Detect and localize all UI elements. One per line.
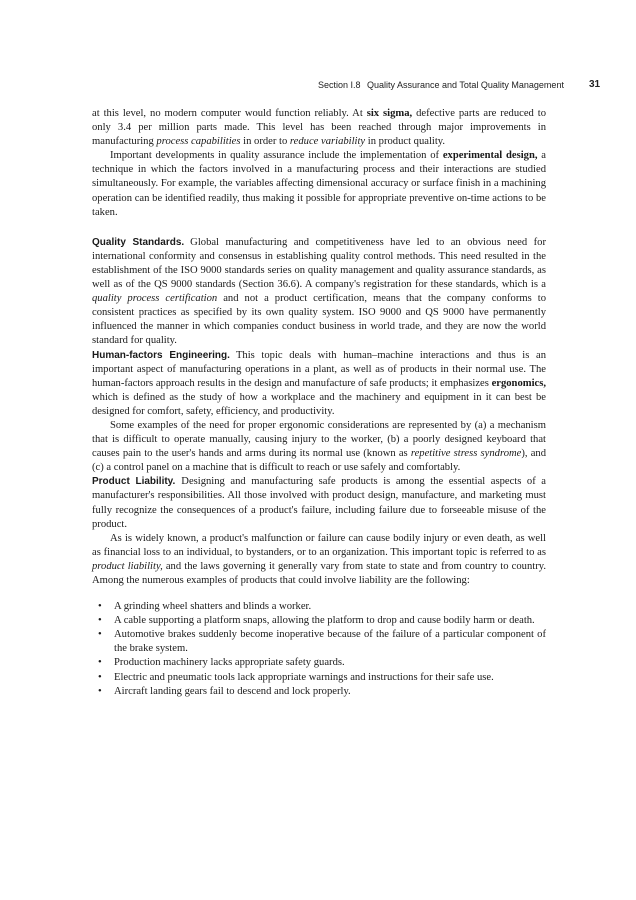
human-factors-section: Human-factors Engineering. This topic deals with human–machine interactions and thus is an important aspect of manufacturing operations in a plant, as well as of products in their normal use. The human-factors approach results in the design and manufacture of safe products; it emphasizes ergonomics, which is defined as the study of how a workplace and the machinery and equipment in it can best be designed for comfort, safety, efficiency, and productivity.: [92, 349, 546, 417]
list-item: • Automotive brakes suddenly become inoperative because of the failure of a particular component of the brake system.: [98, 629, 546, 655]
page-number: 31: [589, 79, 601, 90]
ergonomics-term: ergonomics,: [491, 377, 546, 389]
running-header: [0, 78, 636, 94]
list-item: • Electric and pneumatic tools lack appropriate warnings and instructions for their safe use.: [92, 671, 546, 685]
bullet-icon: •: [98, 657, 102, 669]
product-liability-section: Product Liability. Designing and manufacturing safe products is among the essential aspects of a manufacturer's responsibilities. All those involved with product design, manufacture, and marketing must fully recognize the consequences of a product's failure, including failure due to forseeable misuse of the product.: [92, 476, 546, 530]
bullet-icon: •: [98, 671, 102, 683]
bullet-icon: •: [98, 601, 102, 613]
list-item: • Production machinery lacks appropriate safety guards.: [92, 656, 546, 670]
human-factors-paragraph-2: Some examples of the need for proper ergonomic considerations are represented by (a) a mechanism that is difficult to operate manually, causing injury to the worker, (b) a poorly designed keyboard that causes pain to the user's hands and arms during its normal use (known as repetitive stress syndrome), and (c) a control panel on a machine that is difficult to reach or use safely and comfortably.: [92, 419, 547, 474]
product-liability-heading: Product Liability.: [92, 476, 176, 488]
intro-paragraph-2: Important developments in quality assurance include the implementation of experimental design, a technique in which the factors involved in a manufacturing process and their interactions are studied simultaneously. For example, the variables affecting dimensional accuracy or surface finish in a machining operation can be identified readily, thus making it possible for appropriate preventive on-time actions to be taken.: [92, 150, 547, 218]
bullet-icon: •: [98, 629, 102, 641]
bullet-icon: •: [98, 685, 102, 697]
product-liability-paragraph-2: As is widely known, a product's malfunction or failure can cause bodily injury or even death, as well as financial loss to an individual, to bystanders, or to an organization. This important topic is referred to as product liability, and the laws governing it generally vary from state to state and from country to country. Among the numerous examples of products that could involve liability are the following:: [92, 532, 547, 586]
list-item: • Aircraft landing gears fail to descend and lock properly.: [92, 685, 546, 699]
section-title: Quality Assurance and Total Quality Management: [367, 80, 564, 90]
list-item: • A cable supporting a platform snaps, allowing the platform to drop and cause bodily harm or death.: [92, 614, 546, 628]
bullet-icon: •: [98, 615, 102, 627]
section-number: Section I.8: [318, 80, 361, 90]
experimental-design-term: experimental design,: [442, 150, 538, 162]
six-sigma-term: six sigma,: [366, 108, 413, 119]
human-factors-heading: Human-factors Engineering.: [92, 349, 230, 361]
page-body: [92, 107, 546, 699]
quality-standards-heading: Quality Standards.: [92, 236, 185, 248]
quality-standards-section: Quality Standards. Global manufacturing and competitiveness have led to an obvious need for international conformity and consensus in establishing quality control methods. This need resulted in the establishment of the ISO 9000 standards series on quality management and quality assurance standards, as well as of the QS 9000 standards (Section 36.6). A company's registration for these standards, which is a quality process certification and not a product certification, means that the company conforms to consistent practices as specified by its own quality system. ISO 9000 and QS 9000 have permanently influenced the manner in which companies conduct business in world trade, and they are now the world standard for quality.: [92, 236, 546, 347]
intro-paragraph-1: at this level, no modern computer would function reliably. At six sigma, defective parts are reduced to only 3.4 per million parts made. This level has been reached through major improvements in manufacturing process capabilities in order to reduce variability in product quality.: [92, 108, 546, 148]
list-item: • A grinding wheel shatters and blinds a worker.: [92, 600, 546, 614]
liability-examples-list: [92, 600, 546, 699]
